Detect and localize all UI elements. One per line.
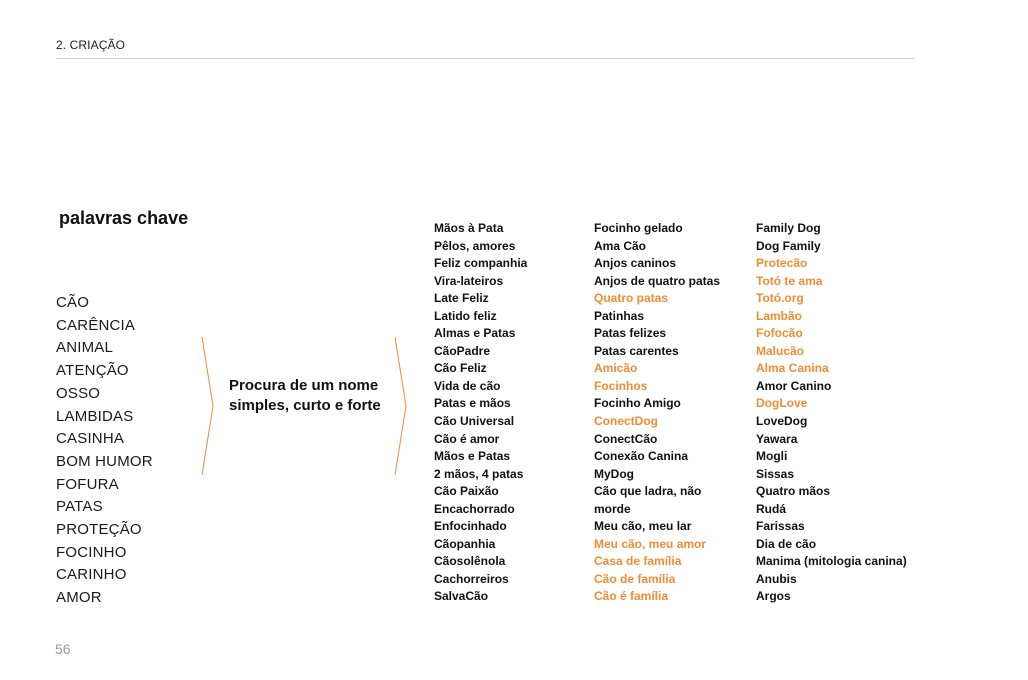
name-option: Latido feliz: [434, 308, 497, 323]
name-option: Patas carentes: [594, 343, 679, 358]
name-option-highlighted: ConectDog: [594, 414, 658, 429]
keyword-item: FOCINHO: [56, 543, 127, 561]
name-option-highlighted: Malucão: [756, 343, 805, 358]
keyword-item: LAMBIDAS: [56, 407, 134, 425]
name-option: Encachorrado: [434, 501, 515, 516]
name-option-highlighted: Focinhos: [594, 378, 648, 393]
name-option: Cão Universal: [434, 414, 515, 429]
header-divider: [56, 58, 915, 59]
name-option: Farissas: [756, 519, 805, 534]
name-option: SalvaCão: [434, 589, 489, 604]
keyword-item: CARINHO: [56, 566, 127, 584]
name-option: Cão que ladra, não: [594, 484, 702, 499]
name-option: Quatro mãos: [756, 484, 831, 499]
name-option: Meu cão, meu lar: [594, 519, 692, 534]
concept-text: [229, 376, 381, 416]
name-option: Cão Feliz: [434, 361, 487, 376]
name-option-highlighted: Fofocão: [756, 326, 803, 341]
keyword-item: FOFURA: [56, 475, 119, 493]
name-option-highlighted: Alma Canina: [756, 361, 829, 376]
names-column-1: [434, 220, 527, 606]
name-option: Almas e Patas: [434, 326, 516, 341]
keyword-item: ANIMAL: [56, 339, 114, 357]
name-option: Cão Paixão: [434, 484, 499, 499]
name-option-highlighted: Cão de família: [594, 571, 676, 586]
names-column-3: [756, 220, 907, 606]
keywords-title: palavras chave: [59, 208, 189, 228]
name-option-highlighted: Protecão: [756, 256, 808, 271]
name-option: Patas e mãos: [434, 396, 511, 411]
name-option: Anjos de quatro patas: [594, 273, 721, 288]
name-option-highlighted: DogLove: [756, 396, 808, 411]
names-column-2: [594, 220, 720, 606]
name-option: Mãos à Pata: [434, 221, 504, 235]
section-title: 2. CRIAÇÃO: [56, 38, 126, 52]
name-option: Family Dog: [756, 221, 821, 235]
name-option: Feliz companhia: [434, 256, 528, 271]
name-option: Mãos e Patas: [434, 449, 511, 464]
right-bracket-icon: [200, 336, 216, 476]
keywords-list: [56, 292, 153, 610]
name-option: Vida de cão: [434, 378, 501, 393]
keyword-item: AMOR: [56, 589, 102, 607]
name-option: CãoPadre: [434, 343, 491, 358]
name-option: Anubis: [756, 571, 797, 586]
right-bracket-icon: [393, 336, 409, 476]
name-option: Focinho gelado: [594, 221, 683, 235]
keyword-item: CARÊNCIA: [56, 316, 136, 334]
page-number: 56: [55, 641, 71, 657]
concept-line-2: simples, curto e forte: [229, 397, 381, 414]
name-option: Cão é amor: [434, 431, 500, 446]
name-option-highlighted: Cão é família: [594, 589, 669, 604]
name-option: LoveDog: [756, 414, 808, 429]
name-option: Mogli: [756, 449, 788, 464]
keyword-item: CASINHA: [56, 430, 125, 448]
name-option: Focinho Amigo: [594, 396, 681, 411]
name-option: Rudá: [756, 501, 786, 516]
name-option: Dia de cão: [756, 536, 817, 551]
keyword-item: CÃO: [56, 294, 90, 311]
name-option-highlighted: Meu cão, meu amor: [594, 536, 707, 551]
keyword-item: OSSO: [56, 384, 101, 402]
name-option: ConectCão: [594, 431, 658, 446]
keyword-item: BOM HUMOR: [56, 452, 153, 470]
name-option-highlighted: Casa de família: [594, 554, 682, 569]
name-option: Dog Family: [756, 238, 821, 253]
name-option-highlighted: Quatro patas: [594, 291, 669, 306]
name-option-highlighted: Lambão: [756, 308, 803, 323]
keyword-item: PATAS: [56, 498, 103, 516]
name-option: morde: [594, 501, 631, 516]
name-option: Vira-lateiros: [434, 273, 504, 288]
name-option: Cãopanhia: [434, 536, 496, 551]
name-option: Yawara: [756, 431, 798, 446]
name-option: Enfocinhado: [434, 519, 507, 534]
name-option: Sissas: [756, 466, 795, 481]
name-option-highlighted: Totó.org: [756, 291, 804, 306]
name-option: Pêlos, amores: [434, 238, 516, 253]
keyword-item: ATENÇÃO: [56, 362, 129, 380]
name-option: Conexão Canina: [594, 449, 689, 464]
name-option: Cãosolênola: [434, 554, 506, 569]
name-option: Ama Cão: [594, 238, 647, 253]
name-option-highlighted: Amicão: [594, 361, 638, 376]
name-option: Patinhas: [594, 308, 645, 323]
concept-line-1: Procura de um nome: [229, 377, 379, 394]
name-option: Amor Canino: [756, 378, 832, 393]
name-option: Anjos caninos: [594, 256, 677, 271]
name-option: Patas felizes: [594, 326, 667, 341]
name-option: Late Feliz: [434, 291, 489, 306]
name-option: MyDog: [594, 466, 634, 481]
name-option: Manima (mitologia canina): [756, 554, 907, 569]
name-option: Cachorreiros: [434, 571, 509, 586]
name-option-highlighted: Totó te ama: [756, 273, 823, 288]
keyword-item: PROTEÇÃO: [56, 521, 142, 539]
name-option: 2 mãos, 4 patas: [434, 466, 524, 481]
name-option: Argos: [756, 589, 791, 604]
